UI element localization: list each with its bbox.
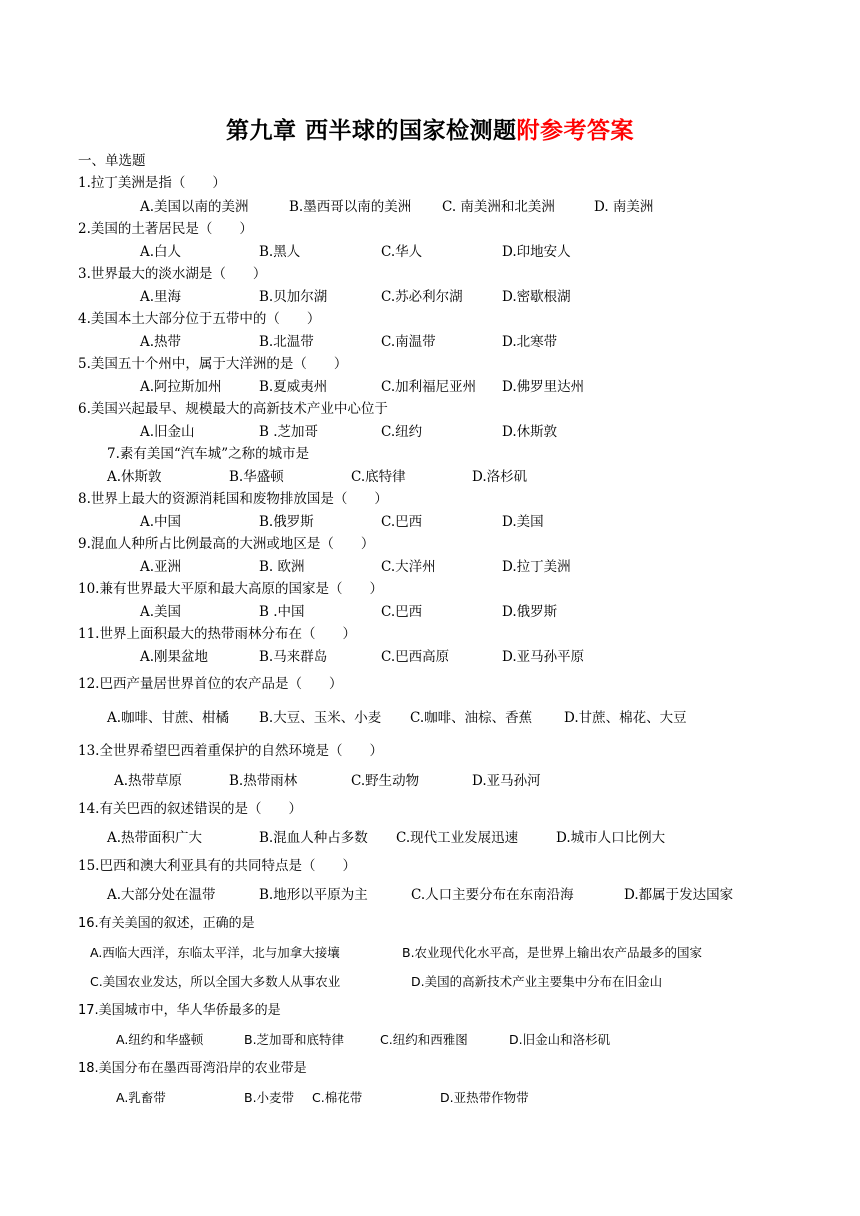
option-b: B.华盛顿 (229, 469, 284, 485)
option-b: B.芝加哥和底特律 (244, 1032, 345, 1047)
question-stem: 6.美国兴起最早、规模最大的高新技术产业中心位于 (78, 401, 388, 417)
option-a: A.热带 (140, 334, 182, 350)
option-d: D.亚马孙平原 (502, 649, 585, 665)
question-stem: 15.巴西和澳大利亚具有的共同特点是（ ） (78, 858, 356, 874)
option-b: B.马来群岛 (259, 649, 328, 665)
option-b: B.大豆、玉米、小麦 (259, 710, 382, 726)
option-b: B.黑人 (259, 244, 301, 260)
option-c: C.现代工业发展迅速 (396, 830, 519, 846)
option-d: D.都属于发达国家 (624, 887, 734, 903)
option-a: A.大部分处在温带 (107, 887, 216, 903)
question-stem: 16.有关美国的叙述，正确的是 (78, 916, 255, 931)
option-d: D.城市人口比例大 (556, 830, 666, 846)
option-a: A.里海 (140, 289, 182, 305)
option-b: B.热带雨林 (229, 773, 298, 789)
option-c: C.加利福尼亚州 (381, 379, 477, 395)
question-stem: 8.世界上最大的资源消耗国和废物排放国是（ ） (78, 491, 388, 507)
option-a: A.乳畜带 (116, 1090, 166, 1105)
option-d: D.亚马孙河 (472, 773, 541, 789)
option-a: A.美国以南的美洲 (140, 199, 249, 215)
option-a: A.咖啡、甘蔗、柑橘 (107, 710, 230, 726)
option-b: B.墨西哥以南的美洲 (289, 199, 412, 215)
option-a: A.热带面积广大 (107, 830, 203, 846)
option-d: D.甘蔗、棉花、大豆 (564, 710, 687, 726)
section-heading: 一、单选题 (78, 153, 146, 169)
option-c: C.美国农业发达，所以全国大多数人从事农业 (90, 974, 341, 989)
option-b: B.混血人种占多数 (259, 830, 368, 846)
option-c: C. 南美洲和北美洲 (442, 199, 555, 215)
option-a: A.白人 (140, 244, 182, 260)
option-a: A.休斯敦 (107, 469, 162, 485)
option-a: A.中国 (140, 514, 182, 530)
option-b: B .芝加哥 (259, 424, 319, 440)
option-c: C.巴西 (381, 514, 423, 530)
option-a: A.刚果盆地 (140, 649, 209, 665)
question-stem: 11.世界上面积最大的热带雨林分布在（ ） (78, 626, 356, 642)
option-a: A.纽约和华盛顿 (116, 1032, 204, 1047)
option-c: C.纽约和西雅图 (380, 1032, 468, 1047)
option-d: D.印地安人 (502, 244, 571, 260)
question-stem: 1.拉丁美洲是指（ ） (78, 175, 226, 191)
option-b: B.北温带 (259, 334, 314, 350)
question-stem: 4.美国本土大部分位于五带中的（ ） (78, 311, 321, 327)
option-b: B.贝加尔湖 (259, 289, 328, 305)
option-c: C.纽约 (381, 424, 423, 440)
title-answer-note: 附参考答案 (516, 117, 634, 144)
option-c: C.棉花带 (312, 1090, 363, 1105)
option-c: C.咖啡、油棕、香蕉 (410, 710, 533, 726)
question-stem: 14.有关巴西的叙述错误的是（ ） (78, 801, 302, 817)
option-b: B. 欧洲 (259, 559, 305, 575)
option-d: D.美国的高新技术产业主要集中分布在旧金山 (411, 974, 663, 989)
option-c: C.大洋州 (381, 559, 436, 575)
option-b: B .中国 (259, 604, 305, 620)
question-stem: 2.美国的土著居民是（ ） (78, 221, 253, 237)
option-c: C.巴西 (381, 604, 423, 620)
option-c: C.底特律 (351, 469, 406, 485)
question-stem: 9.混血人种所占比例最高的大洲或地区是（ ） (78, 536, 375, 552)
option-d: D.密歇根湖 (502, 289, 571, 305)
option-c: C.华人 (381, 244, 423, 260)
option-b: B.俄罗斯 (259, 514, 314, 530)
option-d: D.拉丁美洲 (502, 559, 571, 575)
question-stem: 3.世界最大的淡水湖是（ ） (78, 266, 267, 282)
title-main: 第九章 西半球的国家检测题 (225, 117, 517, 144)
option-d: D.俄罗斯 (502, 604, 558, 620)
option-d: D.佛罗里达州 (502, 379, 585, 395)
question-stem: 17.美国城市中，华人华侨最多的是 (78, 1003, 281, 1018)
option-a: A.西临大西洋，东临太平洋，北与加拿大接壤 (90, 945, 340, 960)
question-stem: 18.美国分布在墨西哥湾沿岸的农业带是 (78, 1061, 307, 1076)
option-d: D.亚热带作物带 (440, 1090, 529, 1105)
option-d: D.休斯敦 (502, 424, 558, 440)
option-c: C.人口主要分布在东南沿海 (411, 887, 574, 903)
option-d: D.旧金山和洛杉矶 (509, 1032, 611, 1047)
option-b: B.夏威夷州 (259, 379, 328, 395)
option-d: D. 南美洲 (594, 199, 654, 215)
option-b: B.地形以平原为主 (259, 887, 368, 903)
question-stem: 5.美国五十个州中，属于大洋洲的是（ ） (78, 356, 348, 372)
option-d: D.美国 (502, 514, 544, 530)
option-b: B.小麦带 (244, 1090, 295, 1105)
option-a: A.亚洲 (140, 559, 182, 575)
option-d: D.北寒带 (502, 334, 558, 350)
document-title (0, 112, 860, 145)
option-c: C.苏必利尔湖 (381, 289, 463, 305)
question-stem: 7.素有美国“汽车城”之称的城市是 (107, 446, 310, 462)
option-d: D.洛杉矶 (472, 469, 528, 485)
option-a: A.阿拉斯加州 (140, 379, 222, 395)
option-b: B.农业现代化水平高，是世界上输出农产品最多的国家 (402, 945, 703, 960)
question-stem: 12.巴西产量居世界首位的农产品是（ ） (78, 676, 343, 692)
option-c: C.巴西高原 (381, 649, 450, 665)
question-stem: 10.兼有世界最大平原和最大高原的国家是（ ） (78, 581, 383, 597)
option-a: A.旧金山 (140, 424, 195, 440)
option-a: A.美国 (140, 604, 182, 620)
option-a: A.热带草原 (114, 773, 183, 789)
question-stem: 13.全世界希望巴西着重保护的自然环境是（ ） (78, 743, 383, 759)
option-c: C.南温带 (381, 334, 436, 350)
option-c: C.野生动物 (351, 773, 420, 789)
